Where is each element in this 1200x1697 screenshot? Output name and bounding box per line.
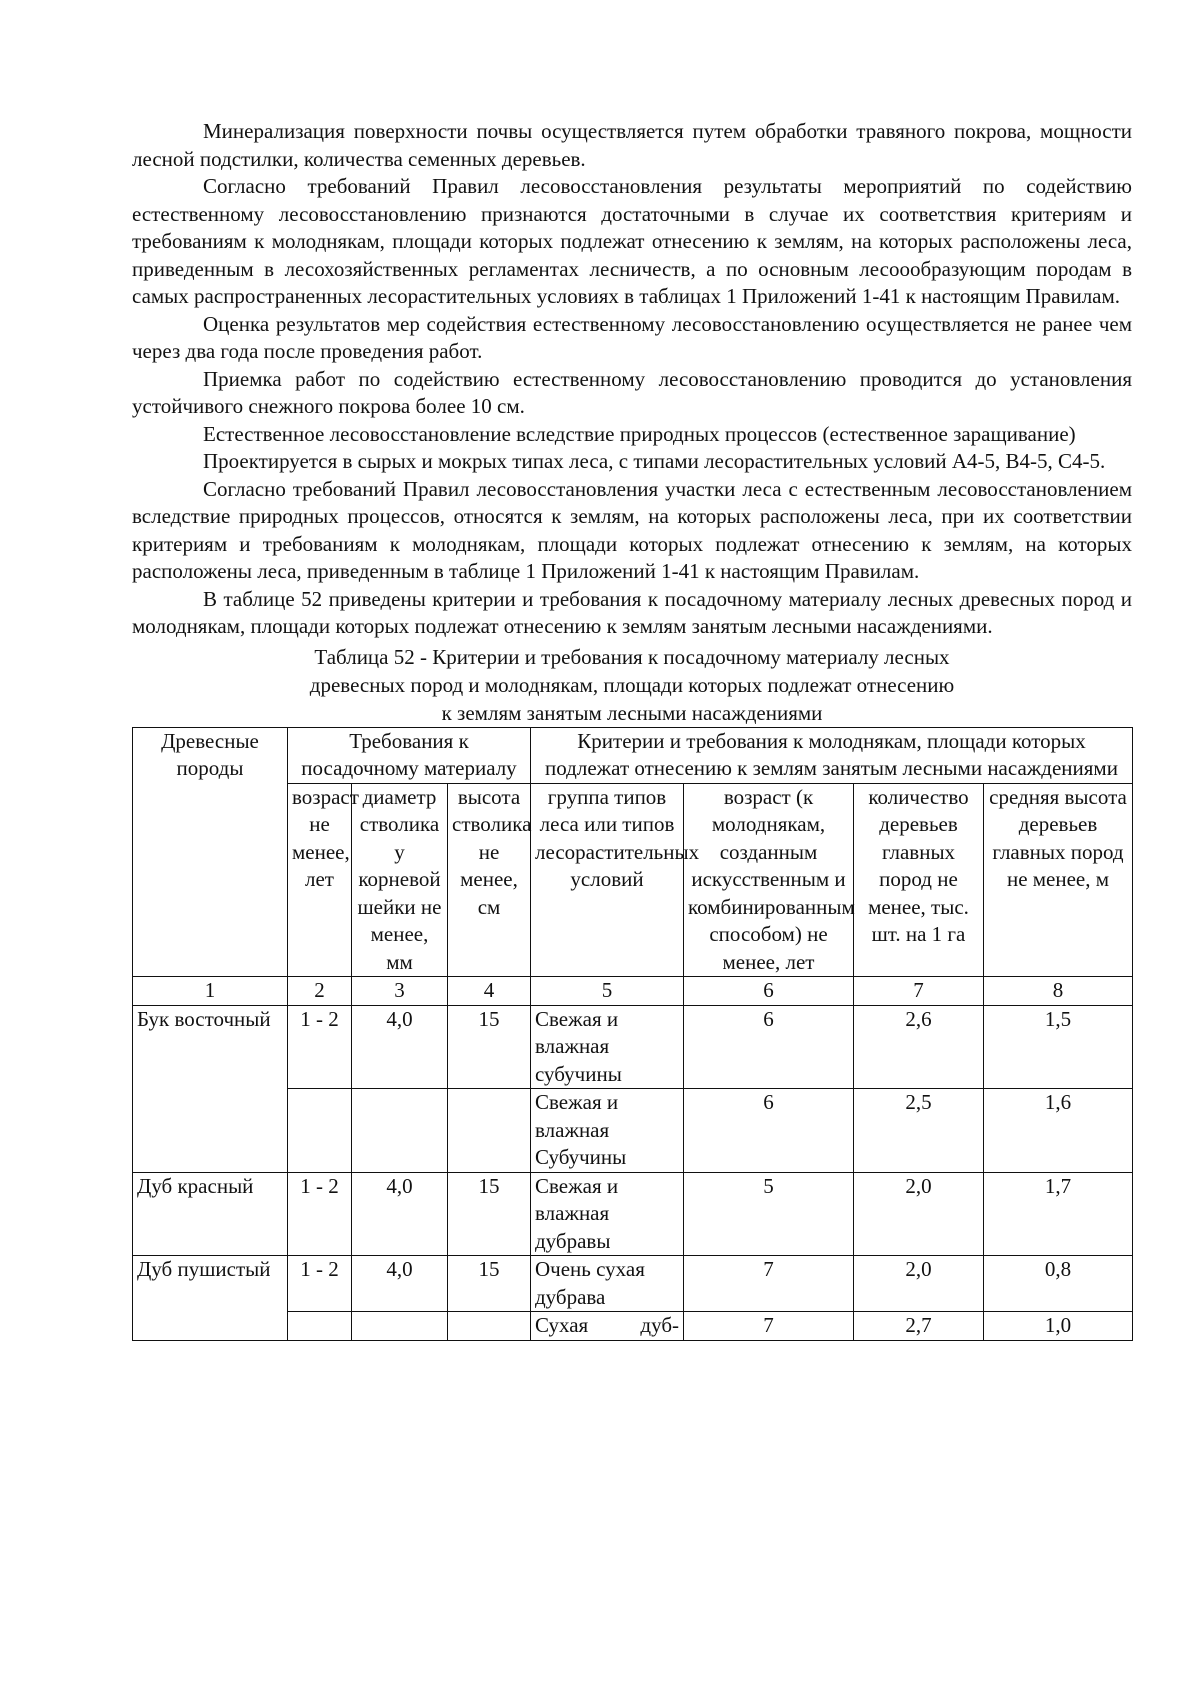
caption-line: к землям занятым лесными насаждениями	[441, 700, 823, 725]
column-number: 7	[854, 977, 984, 1006]
subheader-avg-height: средняя высота деревьев главных пород не менее, м	[984, 783, 1133, 977]
cell-diameter	[352, 1089, 448, 1173]
cell-height	[448, 1312, 531, 1341]
cell-species: Бук восточный	[133, 1005, 288, 1172]
paragraph-natural-regeneration: Естественное лесовосстановление вследствие природных процессов (естественное заращивание)	[203, 421, 1076, 446]
cell-height: 15	[448, 1256, 531, 1312]
caption-line: древесных пород и молоднякам, площади которых подлежат отнесению	[309, 672, 955, 697]
table-row	[133, 1172, 1133, 1256]
cell-count: 2,0	[854, 1256, 984, 1312]
subheader-age: возраст не менее, лет	[288, 783, 352, 977]
cell-count: 2,7	[854, 1312, 984, 1341]
column-number: 3	[352, 977, 448, 1006]
header-young-stands: Критерии и требования к молоднякам, площади которых подлежат отнесению к землям занятым лесными насаждениями	[531, 727, 1133, 783]
cell-count: 2,6	[854, 1005, 984, 1089]
column-number: 1	[133, 977, 288, 1006]
paragraph-designed: Проектируется в сырых и мокрых типах леса, с типами лесорастительных условий А4-5, В4-5, С4-5.	[203, 449, 1106, 473]
paragraph-assessment: Оценка результатов мер содействия естественному лесовосстановлению осуществляется не ранее чем через два года после проведения работ.	[132, 311, 1132, 363]
table-row	[133, 1005, 1133, 1089]
cell-young-age: 5	[684, 1172, 854, 1256]
cell-avg-height: 1,7	[984, 1172, 1133, 1256]
cell-height	[448, 1089, 531, 1173]
header-species: Древесные породы	[133, 727, 288, 977]
cell-young-age: 6	[684, 1089, 854, 1173]
cell-diameter: 4,0	[352, 1256, 448, 1312]
cell-avg-height: 1,0	[984, 1312, 1133, 1341]
cell-age	[288, 1089, 352, 1173]
cell-height: 15	[448, 1172, 531, 1256]
cell-forest-type: Свежая и влажная дубравы	[531, 1172, 684, 1256]
column-number: 8	[984, 977, 1133, 1006]
paragraph-natural-requirements: Согласно требований Правил лесовосстановления участки леса с естественным лесовосстановлением вследствие природных процессов, относятся к землям, на которых расположены леса, при их соответствии критериям и требованиям к молоднякам, площади которых подлежат отнесению к землям, на которых расположены леса, приведенным в таблице 1 Приложений 1-41 к настоящим Правилам.	[132, 476, 1132, 583]
cell-species: Дуб красный	[133, 1172, 288, 1256]
table-caption	[132, 643, 1132, 727]
cell-young-age: 7	[684, 1256, 854, 1312]
column-number: 5	[531, 977, 684, 1006]
subheader-young-age: возраст (к молоднякам, созданным искусственным и комбинированным способом) не менее, лет	[684, 783, 854, 977]
cell-diameter: 4,0	[352, 1172, 448, 1256]
cell-age	[288, 1312, 352, 1341]
table-header-row	[133, 727, 1133, 783]
paragraph-table-intro: В таблице 52 приведены критерии и требования к посадочному материалу лесных древесных пород и молоднякам, площади которых подлежат отнесению к землям занятым лесными насаждениями.	[132, 586, 1132, 638]
paragraph-rules-requirements: Согласно требований Правил лесовосстановления результаты мероприятий по содействию естественному лесовосстановлению признаются достаточными в случае их соответствия критериям и требованиям к молоднякам, площади которых подлежат отнесению к землям, на которых расположены леса, приведенным в лесохозяйственных регламентах лесничеств, а по основным лесоообразующим породам в самых распространенных лесорастительных условиях в таблицах 1 Приложений 1-41 к настоящим Правилам.	[132, 174, 1132, 308]
cell-count: 2,0	[854, 1172, 984, 1256]
cell-diameter	[352, 1312, 448, 1341]
cell-avg-height: 1,5	[984, 1005, 1133, 1089]
cell-count: 2,5	[854, 1089, 984, 1173]
cell-avg-height: 0,8	[984, 1256, 1133, 1312]
cell-forest-type: Свежая и влажная субучины	[531, 1005, 684, 1089]
subheader-height: высота стволика не менее, см	[448, 783, 531, 977]
cell-avg-height: 1,6	[984, 1089, 1133, 1173]
cell-age: 1 - 2	[288, 1172, 352, 1256]
subheader-tree-count: количество деревьев главных пород не менее, тыс. шт. на 1 га	[854, 783, 984, 977]
caption-line: Таблица 52 - Критерии и требования к посадочному материалу лесных	[314, 644, 950, 669]
column-number: 4	[448, 977, 531, 1006]
cell-age: 1 - 2	[288, 1005, 352, 1089]
column-number: 6	[684, 977, 854, 1006]
cell-young-age: 7	[684, 1312, 854, 1341]
paragraph-acceptance: Приемка работ по содействию естественному лесовосстановлению проводится до установления устойчивого снежного покрова более 10 см.	[132, 366, 1132, 418]
header-planting-material: Требования к посадочному материалу	[288, 727, 531, 783]
cell-forest-type: Свежая и влажная Субучины	[531, 1089, 684, 1173]
column-number-row	[133, 977, 1133, 1006]
cell-height: 15	[448, 1005, 531, 1089]
cell-young-age: 6	[684, 1005, 854, 1089]
document-page	[132, 118, 1132, 1341]
cell-age: 1 - 2	[288, 1256, 352, 1312]
subheader-diameter: диаметр стволика у корневой шейки не менее, мм	[352, 783, 448, 977]
cell-forest-type: Сухая дуб-	[531, 1312, 684, 1341]
cell-diameter: 4,0	[352, 1005, 448, 1089]
subheader-forest-type: группа типов леса или типов лесорастительных условий	[531, 783, 684, 977]
cell-forest-type: Очень сухая дубрава	[531, 1256, 684, 1312]
table-row	[133, 1256, 1133, 1312]
column-number: 2	[288, 977, 352, 1006]
criteria-table	[132, 727, 1133, 1341]
cell-species: Дуб пушистый	[133, 1256, 288, 1341]
paragraph-mineralization: Минерализация поверхности почвы осуществляется путем обработки травяного покрова, мощности лесной подстилки, количества семенных деревьев.	[132, 119, 1132, 171]
